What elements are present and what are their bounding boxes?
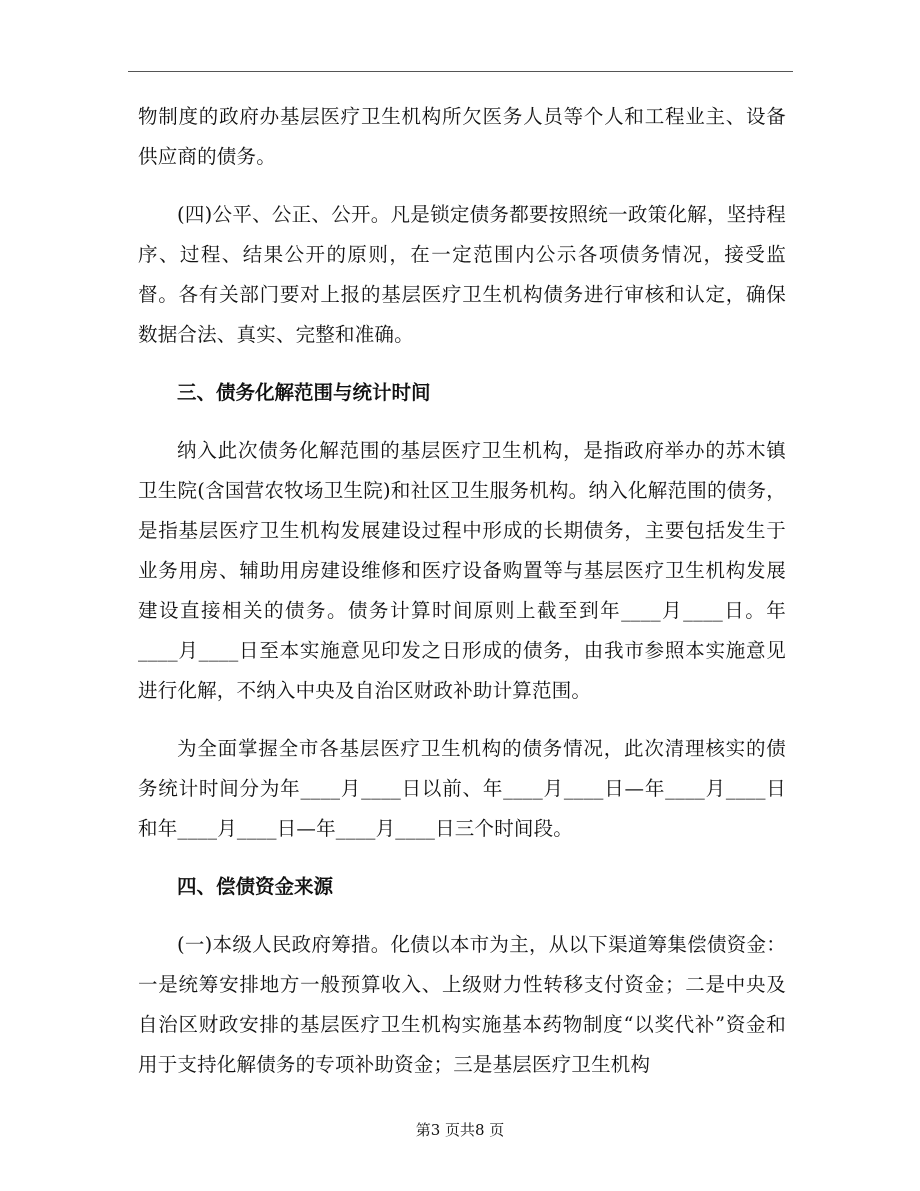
paragraph-3: 纳入此次债务化解范围的基层医疗卫生机构，是指政府举办的苏木镇卫生院(含国营农牧场卫生院)和社区卫生服务机构。纳入化解范围的债务，是指基层医疗卫生机构发展建设过程中形成的长期债务，主要包括发生于业务用房、辅助用房建设维修和医疗设备购置等与基层医疗卫生机构发展建设直接相关的债务。债务计算时间原则上截至到年____月____日。年____月____日至本实施意见印发之日形成的债务，由我市参照本实施意见进行化解，不纳入中央及自治区财政补助计算范围。 xyxy=(138,439,786,702)
document-body xyxy=(138,97,786,1103)
section-heading-3: 三、债务化解范围与统计时间 xyxy=(177,381,431,404)
header-rule xyxy=(128,71,793,72)
paragraph-2: (四)公平、公正、公开。凡是锁定债务都要按照统一政策化解，坚持程序、过程、结果公开的原则，在一定范围内公示各项债务情况，接受监督。各有关部门要对上报的基层医疗卫生机构债务进行审核和认定，确保数据合法、真实、完整和准确。 xyxy=(138,203,786,346)
page-number-footer: 第3 页共8 页 xyxy=(415,1121,505,1139)
paragraph-1: 物制度的政府办基层医疗卫生机构所欠医务人员等个人和工程业主、设备供应商的债务。 xyxy=(138,105,786,168)
paragraph-4: 为全面掌握全市各基层医疗卫生机构的债务情况，此次清理核实的债务统计时间分为年____月____日以前、年____月____日—年____月____日和年____月____日—年____月____日三个时间段。 xyxy=(138,737,786,840)
section-heading-4: 四、偿债资金来源 xyxy=(177,875,334,898)
paragraph-5: (一)本级人民政府筹措。化债以本市为主，从以下渠道筹集偿债资金：一是统筹安排地方一般预算收入、上级财力性转移支付资金；二是中央及自治区财政安排的基层医疗卫生机构实施基本药物制度“以奖代补”资金和用于支持化解债务的专项补助资金；三是基层医疗卫生机构 xyxy=(138,933,786,1076)
